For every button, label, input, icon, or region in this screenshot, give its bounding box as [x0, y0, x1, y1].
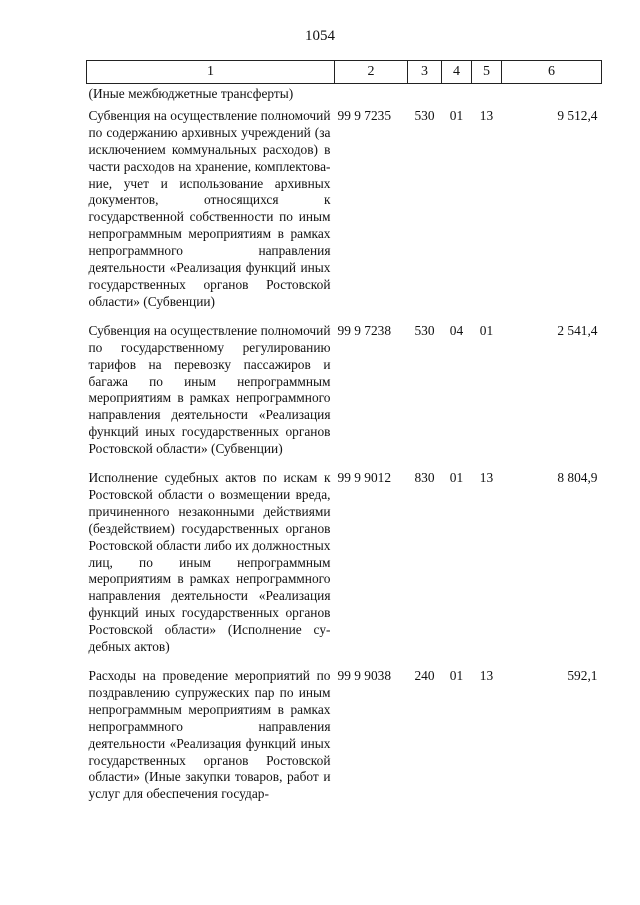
row-description: Субвенция на осуществление полномочий по содержанию архивных учреждений (за исключением коммунальных расходов) в части расходов на хранение, комплектование, учет и использование архивных документов, относящихся к государственной собственности по иным непрограммным мероприятиям в рамках непрограммного направления деятельности «Реализация функций иных государственных органов Ростовской области» (Субвенции)	[88, 107, 331, 309]
row-subsection: 01	[479, 322, 494, 338]
row-expense-type: 830	[414, 470, 435, 486]
row-target-code: 99 9 9038	[337, 668, 392, 683]
row-expense-type: 530	[414, 107, 435, 123]
row-target-code: 99 9 7238	[337, 322, 392, 338]
column-header: 3	[408, 61, 442, 84]
row-expense-type: 530	[414, 322, 435, 338]
row-description: Субвенция на осуществление полномочий по государственному регулированию тарифов на перевозку пассажиров и багажа по иным непрограммным мероприятиям в рамках непрограммного направления деятельности «Реализация функций иных государственных органов Ростовской области» (Субвенции)	[88, 322, 331, 457]
column-header: 1	[87, 61, 335, 84]
column-header: 6	[502, 61, 602, 84]
row-amount: 9 512,4	[557, 107, 598, 123]
table-row	[87, 105, 602, 320]
table-header-row	[87, 61, 602, 84]
budget-table	[86, 60, 602, 803]
table-row	[87, 467, 602, 665]
column-header: 5	[472, 61, 502, 84]
row-subsection: 13	[479, 668, 494, 683]
table-row	[87, 665, 602, 803]
table-row	[87, 320, 602, 467]
row-subsection: 13	[479, 107, 494, 123]
row-target-code: 99 9 9012	[337, 470, 392, 486]
row-subsection: 13	[479, 470, 494, 486]
row-description: Расходы на проведение мероприятий по поздравлению супружеских пар по иным непрограммным мероприятиям в рамках непрограммного направления деятельности «Реализация функций иных государственных органов Ростовской области» (Иные закупки товаров, работ и услуг для обеспечения государ-	[88, 668, 331, 802]
row-amount: 2 541,4	[557, 322, 598, 338]
row-section: 01	[449, 107, 464, 123]
row-section: 04	[449, 322, 464, 338]
column-header: 4	[442, 61, 472, 84]
column-header: 2	[335, 61, 408, 84]
row-amount: 8 804,9	[557, 470, 598, 486]
continuation-row	[87, 84, 602, 105]
row-description: Исполнение судебных актов по искам к Ростовской области о возмещении вреда, причиненного незаконными действиями (бездействием) государственных органов Ростовской области либо их должностных лиц, по иным непрограммным мероприятиям в рамках непрограммного направления деятельности «Реализация функций иных государственных органов Ростовской области» (Исполнение судебных актов)	[88, 470, 331, 655]
row-section: 01	[449, 470, 464, 486]
row-section: 01	[449, 668, 464, 683]
row-target-code: 99 9 7235	[337, 107, 392, 123]
row-expense-type: 240	[414, 668, 435, 683]
row-amount: 592,1	[567, 668, 598, 683]
page-number: 1054	[305, 28, 335, 44]
continuation-label: (Иные межбюджетные трансферты)	[88, 86, 294, 101]
